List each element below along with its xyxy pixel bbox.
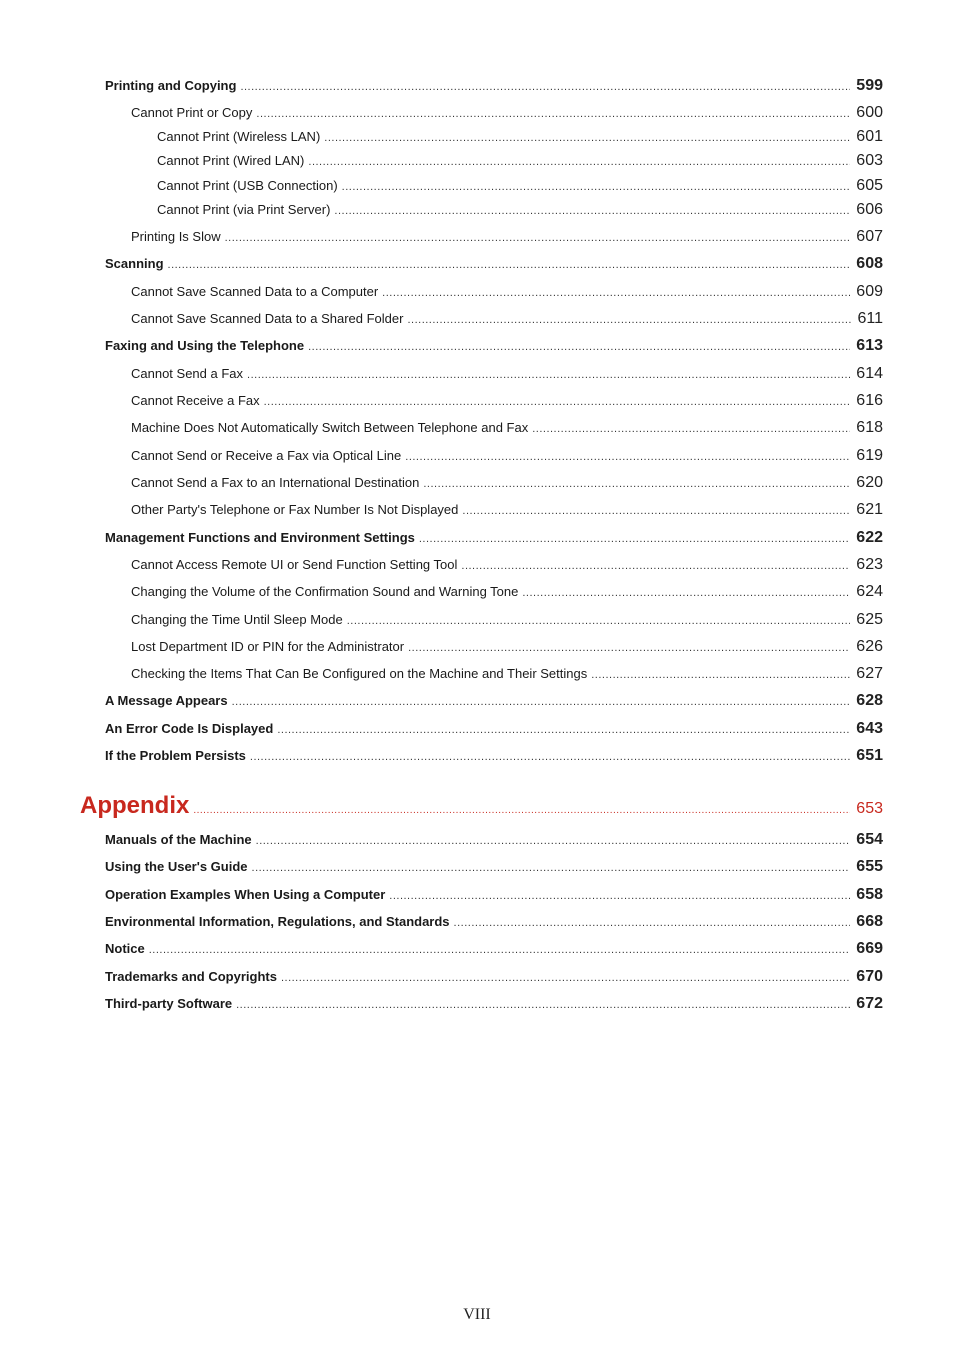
toc-entry-title: Lost Department ID or PIN for the Administrator [131, 639, 405, 654]
toc-entry[interactable] [157, 177, 883, 195]
toc-entry-title: Cannot Send a Fax to an International Destination [131, 475, 420, 490]
toc-page-number: 621 [856, 501, 883, 518]
toc-entry[interactable] [131, 501, 883, 519]
toc-chapter-appendix[interactable] [80, 792, 883, 820]
toc-page-number: 600 [856, 104, 883, 121]
dot-leader [256, 832, 851, 847]
toc-page-number: 622 [856, 529, 883, 546]
dot-leader [532, 420, 850, 435]
toc-page-number: 655 [856, 858, 883, 875]
toc-page-number: 653 [856, 800, 883, 817]
toc-chapter-title: Appendix [80, 792, 190, 819]
toc-entry-title: Scanning [105, 256, 164, 271]
toc-entry-title: Cannot Save Scanned Data to a Shared Folder [131, 311, 404, 326]
dot-leader [342, 178, 851, 193]
toc-entry[interactable] [131, 310, 883, 328]
toc-entry-title: Printing Is Slow [131, 229, 221, 244]
toc-entry-title: Cannot Print (via Print Server) [157, 202, 331, 217]
toc-entry-title: Cannot Send a Fax [131, 366, 244, 381]
toc-page-number: 627 [856, 665, 883, 682]
toc-entry[interactable] [157, 152, 883, 170]
toc-entry-title: Cannot Print (Wireless LAN) [157, 129, 321, 144]
toc-entry-title: Trademarks and Copyrights [105, 969, 277, 984]
toc-entry[interactable] [131, 611, 883, 629]
dot-leader [277, 721, 850, 736]
toc-entry-title: Cannot Receive a Fax [131, 393, 260, 408]
toc-entry-title: A Message Appears [105, 693, 228, 708]
dot-leader [252, 859, 851, 874]
dot-leader [225, 229, 851, 244]
dot-leader [591, 666, 850, 681]
dot-leader [461, 557, 850, 572]
toc-entry[interactable] [131, 556, 883, 574]
toc-entry-title: Cannot Print (Wired LAN) [157, 153, 305, 168]
toc-page-number: 613 [856, 337, 883, 354]
toc-entry[interactable] [105, 692, 883, 710]
toc-page-number: 606 [856, 201, 883, 218]
toc-entry[interactable] [131, 392, 883, 410]
toc-page-number: 624 [856, 583, 883, 600]
dot-leader [347, 612, 851, 627]
dot-leader [256, 105, 850, 120]
toc-page-number: 616 [856, 392, 883, 409]
dot-leader [454, 914, 851, 929]
toc-page-number: 611 [857, 310, 883, 327]
toc-entry[interactable] [105, 886, 883, 904]
toc-entry[interactable] [131, 419, 883, 437]
toc-entry-title: Cannot Send or Receive a Fax via Optical Line [131, 448, 402, 463]
toc-page-number: 605 [856, 177, 883, 194]
toc-entry[interactable] [131, 228, 883, 246]
toc-entry-title: Changing the Time Until Sleep Mode [131, 612, 343, 627]
dot-leader [149, 941, 851, 956]
dot-leader [462, 502, 850, 517]
toc-entry[interactable] [105, 747, 883, 765]
toc-entry[interactable] [157, 128, 883, 146]
toc-entry[interactable] [131, 638, 883, 656]
toc-entry[interactable] [105, 77, 883, 95]
toc-entry[interactable] [105, 255, 883, 273]
toc-page-number: 607 [856, 228, 883, 245]
toc-entry[interactable] [105, 995, 883, 1013]
toc-entry[interactable] [105, 940, 883, 958]
toc-page-number: 670 [856, 968, 883, 985]
dot-leader [193, 792, 850, 820]
dot-leader [308, 153, 850, 168]
toc-entry-title: Operation Examples When Using a Computer [105, 887, 386, 902]
dot-leader [236, 996, 850, 1011]
dot-leader [250, 748, 850, 763]
toc-page-number: 668 [856, 913, 883, 930]
toc-entry-title: Manuals of the Machine [105, 832, 252, 847]
toc-page-number: 603 [856, 152, 883, 169]
dot-leader [324, 129, 850, 144]
toc-page-number: 669 [856, 940, 883, 957]
dot-leader [389, 887, 850, 902]
toc-page-number: 626 [856, 638, 883, 655]
page-footer-number: VIII [463, 1306, 491, 1323]
toc-entry-title: Third-party Software [105, 996, 233, 1011]
toc-page-number: 672 [856, 995, 883, 1012]
toc-entry-title: Environmental Information, Regulations, and Standards [105, 914, 450, 929]
toc-entry-title: Management Functions and Environment Settings [105, 530, 415, 545]
toc-page-number: 625 [856, 611, 883, 628]
dot-leader [382, 284, 850, 299]
toc-page-number: 654 [856, 831, 883, 848]
toc-page-number: 623 [856, 556, 883, 573]
dot-leader [247, 366, 850, 381]
toc-page-number: 609 [856, 283, 883, 300]
toc-entry-title: Notice [105, 941, 145, 956]
dot-leader [308, 338, 850, 353]
toc-entry-title: Checking the Items That Can Be Configured on the Machine and Their Settings [131, 666, 588, 681]
dot-leader [281, 969, 850, 984]
toc-page-number: 643 [856, 720, 883, 737]
toc-entry-title: Cannot Save Scanned Data to a Computer [131, 284, 379, 299]
dot-leader [405, 448, 850, 463]
toc-entry[interactable] [131, 665, 883, 683]
toc-entry-title: Machine Does Not Automatically Switch Between Telephone and Fax [131, 420, 529, 435]
toc-entry-title: Cannot Print (USB Connection) [157, 178, 338, 193]
toc-entry-title: An Error Code Is Displayed [105, 721, 274, 736]
toc-entry-title: Cannot Print or Copy [131, 105, 253, 120]
toc-entry-title: Printing and Copying [105, 78, 237, 93]
toc-entry-title: Using the User's Guide [105, 859, 248, 874]
dot-leader [522, 584, 850, 599]
toc-page-number: 651 [856, 747, 883, 764]
toc-entry[interactable] [105, 337, 883, 355]
toc-entry[interactable] [105, 529, 883, 547]
toc-entry[interactable] [131, 283, 883, 301]
toc-entry[interactable] [131, 583, 883, 601]
toc-entry-title: Changing the Volume of the Confirmation Sound and Warning Tone [131, 584, 519, 599]
toc-entry[interactable] [105, 831, 883, 849]
toc-entry[interactable] [131, 104, 883, 122]
toc-entry-title: If the Problem Persists [105, 748, 246, 763]
dot-leader [240, 78, 850, 93]
dot-leader [407, 311, 851, 326]
toc-page-number: 601 [856, 128, 883, 145]
toc-page-number: 620 [856, 474, 883, 491]
toc-entry-title: Cannot Access Remote UI or Send Function Setting Tool [131, 557, 458, 572]
toc-entry-title: Faxing and Using the Telephone [105, 338, 305, 353]
dot-leader [168, 256, 851, 271]
dot-leader [408, 639, 850, 654]
dot-leader [423, 475, 850, 490]
toc-entry[interactable] [105, 968, 883, 986]
toc-entry[interactable] [157, 201, 883, 219]
dot-leader [419, 530, 850, 545]
toc-page-number: 608 [856, 255, 883, 272]
dot-leader [264, 393, 851, 408]
toc-entry[interactable] [105, 720, 883, 738]
toc-page-number: 628 [856, 692, 883, 709]
toc-entry-title: Other Party's Telephone or Fax Number Is Not Displayed [131, 502, 459, 517]
toc-page-number: 658 [856, 886, 883, 903]
toc-page-number: 599 [856, 77, 883, 94]
dot-leader [232, 693, 851, 708]
toc-page-number: 618 [856, 419, 883, 436]
toc-page-number: 619 [856, 447, 883, 464]
toc-entry[interactable] [105, 913, 883, 931]
dot-leader [334, 202, 850, 217]
toc-entry[interactable] [105, 858, 883, 876]
toc-entry[interactable] [131, 447, 883, 465]
toc-entry[interactable] [131, 474, 883, 492]
toc-entry[interactable] [131, 365, 883, 383]
toc-page-number: 614 [856, 365, 883, 382]
